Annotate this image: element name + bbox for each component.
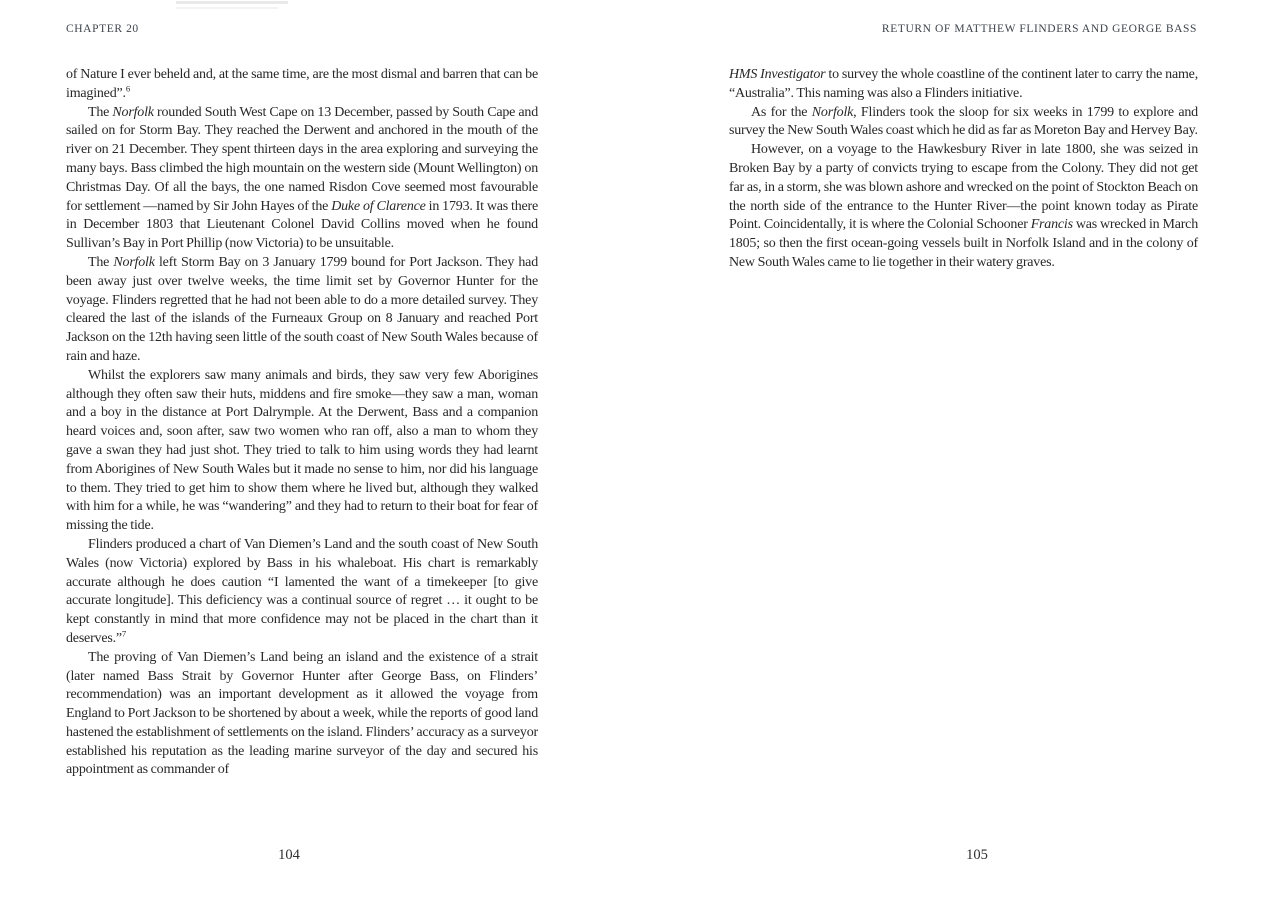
left-page-text — [66, 66, 538, 780]
footnote-reference: 6 — [125, 83, 130, 94]
running-header-left: CHAPTER 20 — [66, 23, 139, 35]
paragraph: The proving of Van Diemen’s Land being an island and the existence of a strait (later named Bass Strait by Governor Hunter after George Bass, on Flinders’ recommendation) was an important development as it allowed the voyage from England to Port Jackson to be shortened by about a week, while the reports of good land hastened the establishment of settlements on the island. Flinders’ accuracy as a surveyor established his reputation as the leading marine surveyor of the day and secured his appointment as commander of — [66, 649, 538, 778]
paragraph: of Nature I ever beheld and, at the same time, are the most dismal and barren that can be imagined”.$^6$ — [66, 67, 538, 101]
paragraph: HMS Investigator to survey the whole coastline of the continent later to carry the name, “Australia”. This naming was also a Flinders initiative. — [729, 67, 1199, 101]
paragraph: The Norfolk rounded South West Cape on 13 December, passed by South Cape and sailed on for Storm Bay. They reached the Derwent and anchored in the mouth of the river on 21 December. They spent thirteen days in the area exploring and surveying the many bays. Bass climbed the high mountain on the western side (Mount Wellington) on Christmas Day. Of all the bays, the one named Risdon Cove seemed most favourable for settlement —named by Sir John Hayes of the Duke of Clarence in 1793. It was there in December 1803 that Lieutenant Colonel David Collins moved when he found Sullivan’s Bay in Port Phillip (now Victoria) to be unsuitable. — [66, 104, 538, 252]
paragraph: As for the Norfolk, Flinders took the sloop for six weeks in 1799 to explore and survey the New South Wales coast which he did as far as Moreton Bay and Hervey Bay. — [729, 104, 1198, 139]
footnote-reference: 7 — [121, 628, 127, 639]
page-number-right: 105 — [966, 847, 988, 863]
paragraph: Flinders produced a chart of Van Diemen’s Land and the south coast of New South Wales (now Victoria) explored by Bass in his whaleboat. His chart is remarkably accurate although he does caution “I lamented the want of a timekeeper [to give accurate longitude]. This deficiency was a continual source of regret … it ought to be kept constantly in mind that more confidence may not be placed in the chart than it deserves.”$^7$ — [66, 536, 538, 646]
page-number-left: 104 — [278, 847, 300, 863]
paragraph: The Norfolk left Storm Bay on 3 January 1799 bound for Port Jackson. They had been away just over twelve weeks, the time limit set by Governor Hunter for the voyage. Flinders regretted that he had not been able to do a more detailed survey. They cleared the last of the islands of the Furneaux Group on 8 January and reached Port Jackson on the 12th having seen little of the south coast of New South Wales because of rain and haze. — [66, 254, 538, 364]
right-page-text — [729, 66, 1198, 273]
scan-artifact-line — [176, 7, 278, 9]
scan-artifact-line — [176, 1, 288, 4]
paragraph: However, on a voyage to the Hawkesbury River in late 1800, she was seized in Broken Bay by a party of convicts trying to escape from the Colony. They did not get far as, in a storm, she was blown ashore and wrecked on the point of Stockton Beach on the north side of the entrance to the Hunter River—the point known today as Pirate Point. Coincidentally, it is where the Colonial Schooner Francis was wrecked in March 1805; so then the first ocean-going vessels built in Norfolk Island and in the colony of New South Wales came to lie together in their watery graves. — [729, 142, 1198, 270]
paragraph: Whilst the explorers saw many animals and birds, they saw very few Aborigines although they often saw their huts, middens and fire smoke—they saw a man, woman and a boy in the distance at Port Dalrymple. At the Derwent, Bass and a companion heard voices and, soon after, saw two women who ran off, also a man to whom they gave a swan they had just shot. They tried to talk to him using words they had learnt from Aborigines of New South Wales but it made no sense to him, nor did his language to them. They tried to get him to show them where he lived but, although they walked with him for a while, he was “wandering” and they had to return to their boat for fear of missing the tide. — [66, 367, 538, 534]
running-header-right: RETURN OF MATTHEW FLINDERS AND GEORGE BASS — [881, 23, 1197, 35]
